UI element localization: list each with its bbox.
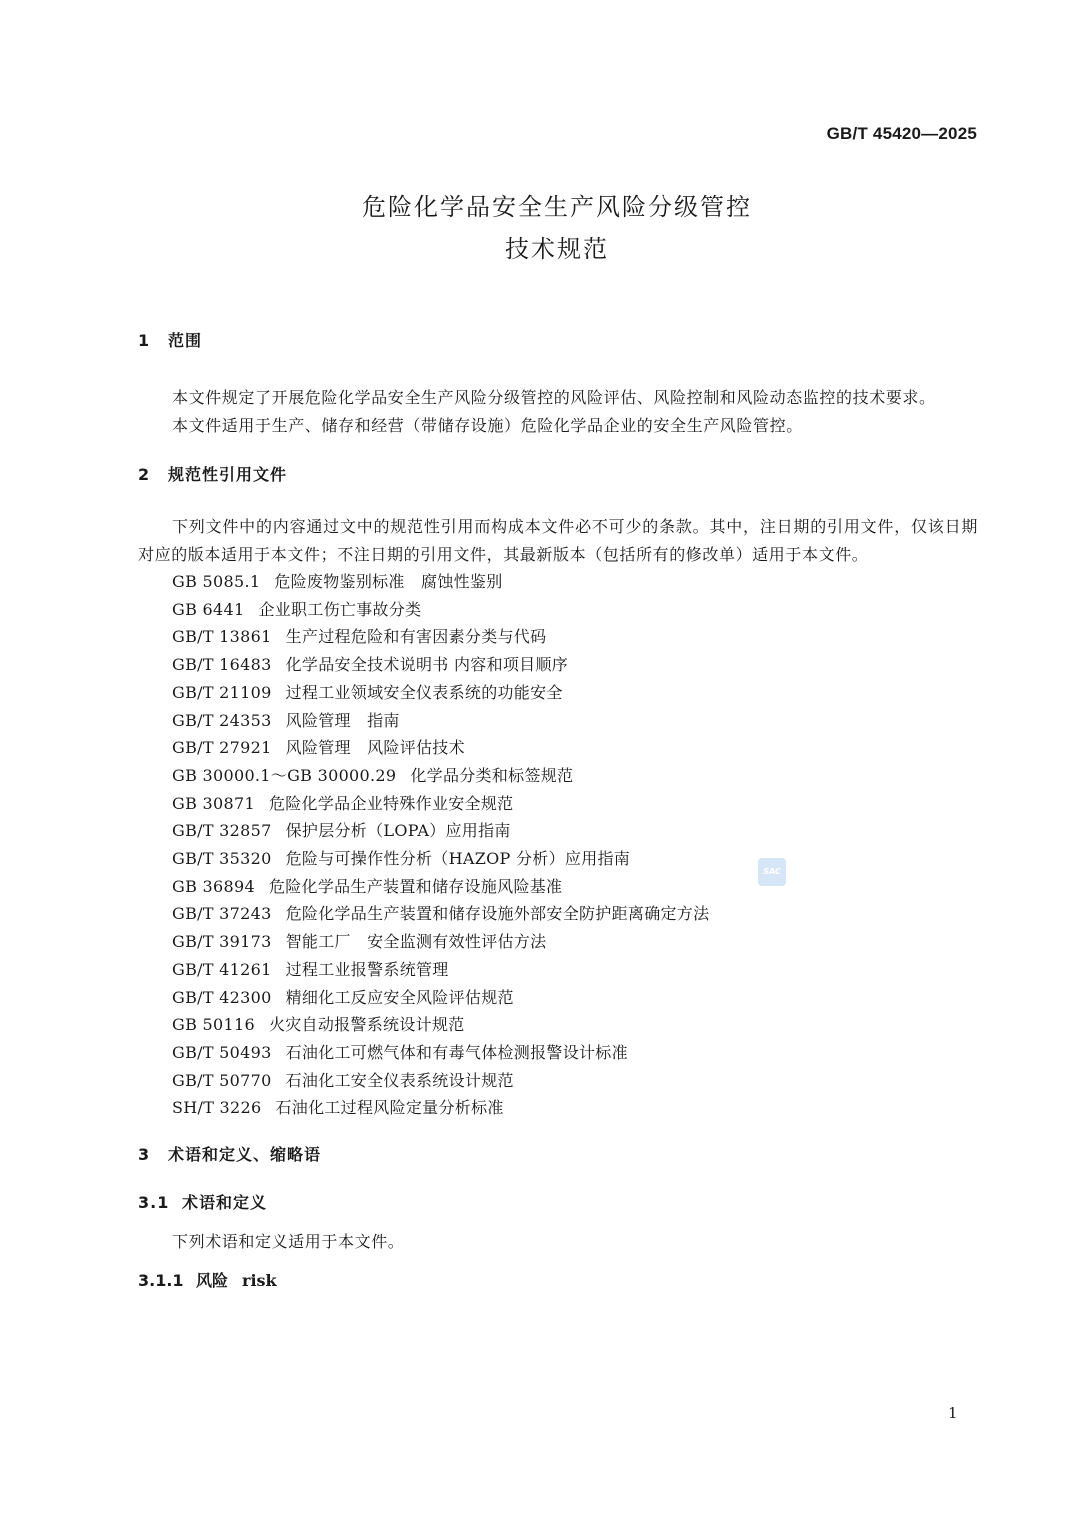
section-number: 3.1 xyxy=(138,1193,170,1213)
reference-item xyxy=(138,1039,978,1067)
reference-item xyxy=(138,1067,978,1095)
reference-code: GB/T 16483 xyxy=(172,655,272,675)
reference-code: GB 5085.1 xyxy=(172,572,261,591)
term-chinese: 风险 xyxy=(196,1270,229,1290)
reference-title: 火灾自动报警系统设计规范 xyxy=(268,1015,465,1035)
reference-title: 石油化工可燃气体和有毒气体检测报警设计标准 xyxy=(285,1042,628,1062)
reference-item xyxy=(138,1094,978,1122)
reference-code: GB/T 27921 xyxy=(172,738,272,758)
section-number: 2 xyxy=(138,465,151,484)
reference-code: GB 30871 xyxy=(172,793,255,813)
section-title: 术语和定义、缩略语 xyxy=(168,1145,322,1165)
reference-code: GB 50116 xyxy=(172,1015,255,1035)
reference-title: 企业职工伤亡事故分类 xyxy=(258,599,422,619)
section-number: 3 xyxy=(138,1145,151,1165)
paragraph: 下列文件中的内容通过文中的规范性引用而构成本文件必不可少的条款。其中，注日期的引用文件，仅该日期对应的版本适用于本文件；不注日期的引用文件，其最新版本（包括所有的修改单）适用于本文件。 xyxy=(138,517,978,564)
reference-title: 危险化学品生产装置和储存设施外部安全防护距离确定方法 xyxy=(285,904,710,924)
reference-code: GB/T 21109 xyxy=(172,682,272,702)
reference-title: 危险化学品企业特殊作业安全规范 xyxy=(268,793,514,813)
reference-code: GB 36894 xyxy=(172,876,255,896)
section-number: 1 xyxy=(138,331,151,350)
reference-item xyxy=(138,1011,978,1039)
section-2-heading xyxy=(138,460,978,490)
reference-title: 石油化工过程风险定量分析标准 xyxy=(275,1098,504,1118)
term-number: 3.1.1 xyxy=(138,1270,184,1290)
reference-title: 化学品分类和标签规范 xyxy=(410,765,574,785)
reference-item xyxy=(138,900,978,928)
reference-code: GB/T 39173 xyxy=(172,932,272,952)
title-line-2: 技术规范 xyxy=(505,235,609,263)
reference-title: 过程工业领域安全仪表系统的功能安全 xyxy=(285,682,563,702)
document-body xyxy=(138,326,978,1296)
paragraph: 本文件规定了开展危险化学品安全生产风险分级管控的风险评估、风险控制和风险动态监控的技术要求。 xyxy=(172,388,936,407)
reference-code: GB/T 50493 xyxy=(172,1042,272,1062)
document-title xyxy=(0,186,1080,270)
title-line-1: 危险化学品安全生产风险分级管控 xyxy=(362,193,752,221)
reference-title: 过程工业报警系统管理 xyxy=(285,959,449,979)
reference-code: GB/T 37243 xyxy=(172,904,272,924)
reference-item xyxy=(138,790,978,818)
reference-item xyxy=(138,734,978,762)
reference-code: GB/T 42300 xyxy=(172,987,272,1007)
reference-item xyxy=(138,679,978,707)
reference-code: GB 30000.1～GB 30000.29 xyxy=(172,765,397,785)
section-3-heading xyxy=(138,1140,978,1170)
section-title: 规范性引用文件 xyxy=(168,465,288,484)
reference-item xyxy=(138,873,978,901)
standard-number: GB/T 45420—2025 xyxy=(826,124,977,143)
reference-title: 保护层分析（LOPA）应用指南 xyxy=(285,821,511,841)
reference-title: 精细化工反应安全风险评估规范 xyxy=(285,987,514,1007)
reference-title: 石油化工安全仪表系统设计规范 xyxy=(285,1070,514,1090)
reference-title: 生产过程危险和有害因素分类与代码 xyxy=(285,627,547,647)
reference-title: 危险与可操作性分析（HAZOP 分析）应用指南 xyxy=(285,849,631,869)
section-1-heading xyxy=(138,326,978,356)
reference-code: GB/T 35320 xyxy=(172,849,272,869)
reference-item xyxy=(138,623,978,651)
reference-item xyxy=(138,762,978,790)
reference-title: 风险管理 风险评估技术 xyxy=(285,738,465,758)
reference-item xyxy=(138,596,978,624)
reference-code: GB/T 13861 xyxy=(172,627,272,647)
reference-item xyxy=(138,651,978,679)
reference-code: SH/T 3226 xyxy=(172,1098,262,1118)
reference-item xyxy=(138,707,978,735)
paragraph: 本文件适用于生产、储存和经营（带储存设施）危险化学品企业的安全生产风险管控。 xyxy=(172,415,803,435)
section-3-1-heading xyxy=(138,1188,978,1218)
reference-title: 危险废物鉴别标准 腐蚀性鉴别 xyxy=(274,572,503,591)
reference-list xyxy=(138,568,978,1122)
reference-item xyxy=(138,817,978,845)
term-3-1-1-heading xyxy=(138,1266,978,1296)
reference-code: GB 6441 xyxy=(172,599,245,619)
reference-item xyxy=(138,984,978,1012)
reference-item xyxy=(138,845,978,873)
section-title: 范围 xyxy=(168,331,203,350)
section-title: 术语和定义 xyxy=(182,1193,268,1213)
reference-code: GB/T 32857 xyxy=(172,821,272,841)
paragraph: 下列术语和定义适用于本文件。 xyxy=(172,1232,405,1252)
reference-code: GB/T 24353 xyxy=(172,710,272,730)
reference-code: GB/T 50770 xyxy=(172,1070,272,1090)
reference-title: 危险化学品生产装置和储存设施风险基准 xyxy=(268,876,563,896)
reference-title: 智能工厂 安全监测有效性评估方法 xyxy=(285,932,547,952)
reference-item xyxy=(138,928,978,956)
reference-title: 化学品安全技术说明书 内容和项目顺序 xyxy=(285,655,569,675)
page-number: 1 xyxy=(948,1404,958,1422)
term-english: risk xyxy=(242,1270,277,1290)
reference-item xyxy=(138,956,978,984)
reference-code: GB/T 41261 xyxy=(172,959,272,979)
reference-title: 风险管理 指南 xyxy=(285,710,400,730)
reference-item xyxy=(138,568,978,596)
sac-watermark-logo: SAC xyxy=(758,858,786,886)
